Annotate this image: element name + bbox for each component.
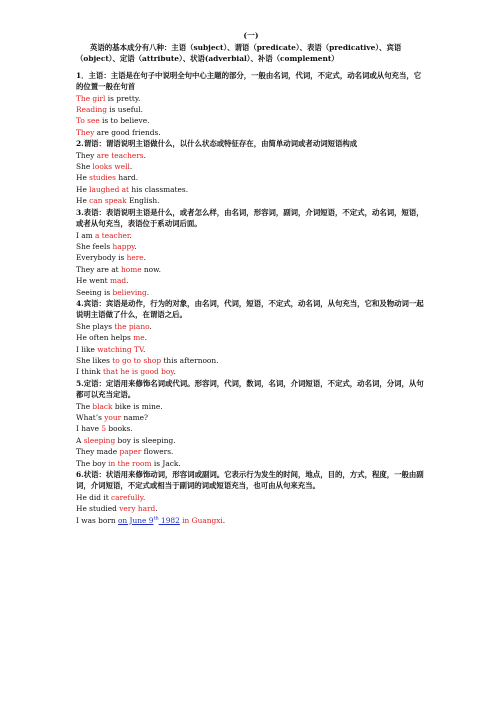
subject-heading: 1．主语：主语是在句子中说明全句中心主题的部分，一般由名词，代词，不定式，动名词或从句充当，它的位置一般在句首: [76, 70, 422, 92]
predicate-examples: [76, 150, 426, 207]
example-line: He did it carefully.: [76, 492, 146, 502]
example-line: I was born on June 9th 1982 in Guangxi.: [76, 515, 226, 525]
example-line: They are teachers.: [76, 150, 146, 160]
example-line: He can speak English.: [76, 196, 160, 206]
example-line: Everybody is here.: [76, 253, 147, 263]
attribute-heading: 5.定语：定语用来修饰名词或代词。形容词，代词，数词，名词，介词短语，不定式，动名词，分词，从句都可以充当定语。: [76, 378, 424, 400]
example-line: He laughed at his classmates.: [76, 184, 189, 194]
object-heading: 4.宾语：宾语是动作，行为的对象，由名词，代词，短语，不定式，动名词，从句充当，它和及物动词一起说明主语做了什么，在谓语之后。: [76, 298, 424, 320]
attribute-examples: [76, 401, 426, 469]
example-line: She feels happy.: [76, 241, 137, 251]
example-line: A sleeping boy is sleeping.: [76, 435, 176, 445]
example-line: They are at home now.: [76, 264, 161, 274]
example-line: The girl is pretty.: [76, 93, 141, 103]
example-line: I have 5 books.: [76, 424, 133, 434]
subject-examples: [76, 93, 426, 139]
example-line: He studied very hard.: [76, 504, 158, 514]
example-line: What’s your name?: [76, 413, 149, 422]
example-line: The black bike is mine.: [76, 401, 163, 411]
example-line: He often helps me.: [76, 333, 147, 343]
example-line: I like watching TV.: [76, 344, 146, 354]
intro-paragraph: 英语的基本成分有八种：主语（subject）、谓语（predicate）、表语（predicative）、宾语（object）、定语（attribute）、状语(adverbial）、补语（complement）: [76, 43, 402, 64]
example-line: She likes to go to shop this afternoon.: [76, 355, 219, 365]
example-line: They made paper flowers.: [76, 447, 174, 457]
predicative-examples: [76, 230, 426, 298]
example-line: I think that he is good boy.: [76, 367, 176, 377]
page-title: (一): [243, 31, 259, 40]
adverbial-examples: [76, 492, 426, 526]
example-line: Seeing is believing.: [76, 287, 150, 297]
example-line: He went mad.: [76, 276, 129, 286]
example-line: I am a teacher.: [76, 230, 132, 240]
example-line: She looks well.: [76, 162, 133, 172]
example-line: He studies hard.: [76, 173, 139, 183]
document-page: [76, 30, 426, 526]
example-line: The boy in the room is Jack.: [76, 458, 181, 468]
example-line: They are good friends.: [76, 127, 161, 137]
predicative-heading: 3.表语：表语说明主语是什么，或者怎么样，由名词，形容词，副词，介词短语，不定式，动名词，短语，或者从句充当，表语位于系动词后面。: [76, 207, 424, 229]
adverbial-heading: 6.状语：状语用来修饰动词，形容词或副词。它表示行为发生的时间，地点，目的，方式，程度，一般由副词，介词短语，不定式或相当于副词的词或短语充当，也可由从句来充当。: [76, 470, 424, 491]
object-examples: [76, 321, 426, 378]
predicate-heading: 2.谓语：谓语说明主语做什么，以什么状态或特征存在，由简单动词或者动词短语构成: [76, 139, 358, 149]
example-line: To see is to believe.: [76, 116, 150, 126]
example-line: Reading is useful.: [76, 105, 143, 115]
example-line: She plays the piano.: [76, 321, 152, 331]
